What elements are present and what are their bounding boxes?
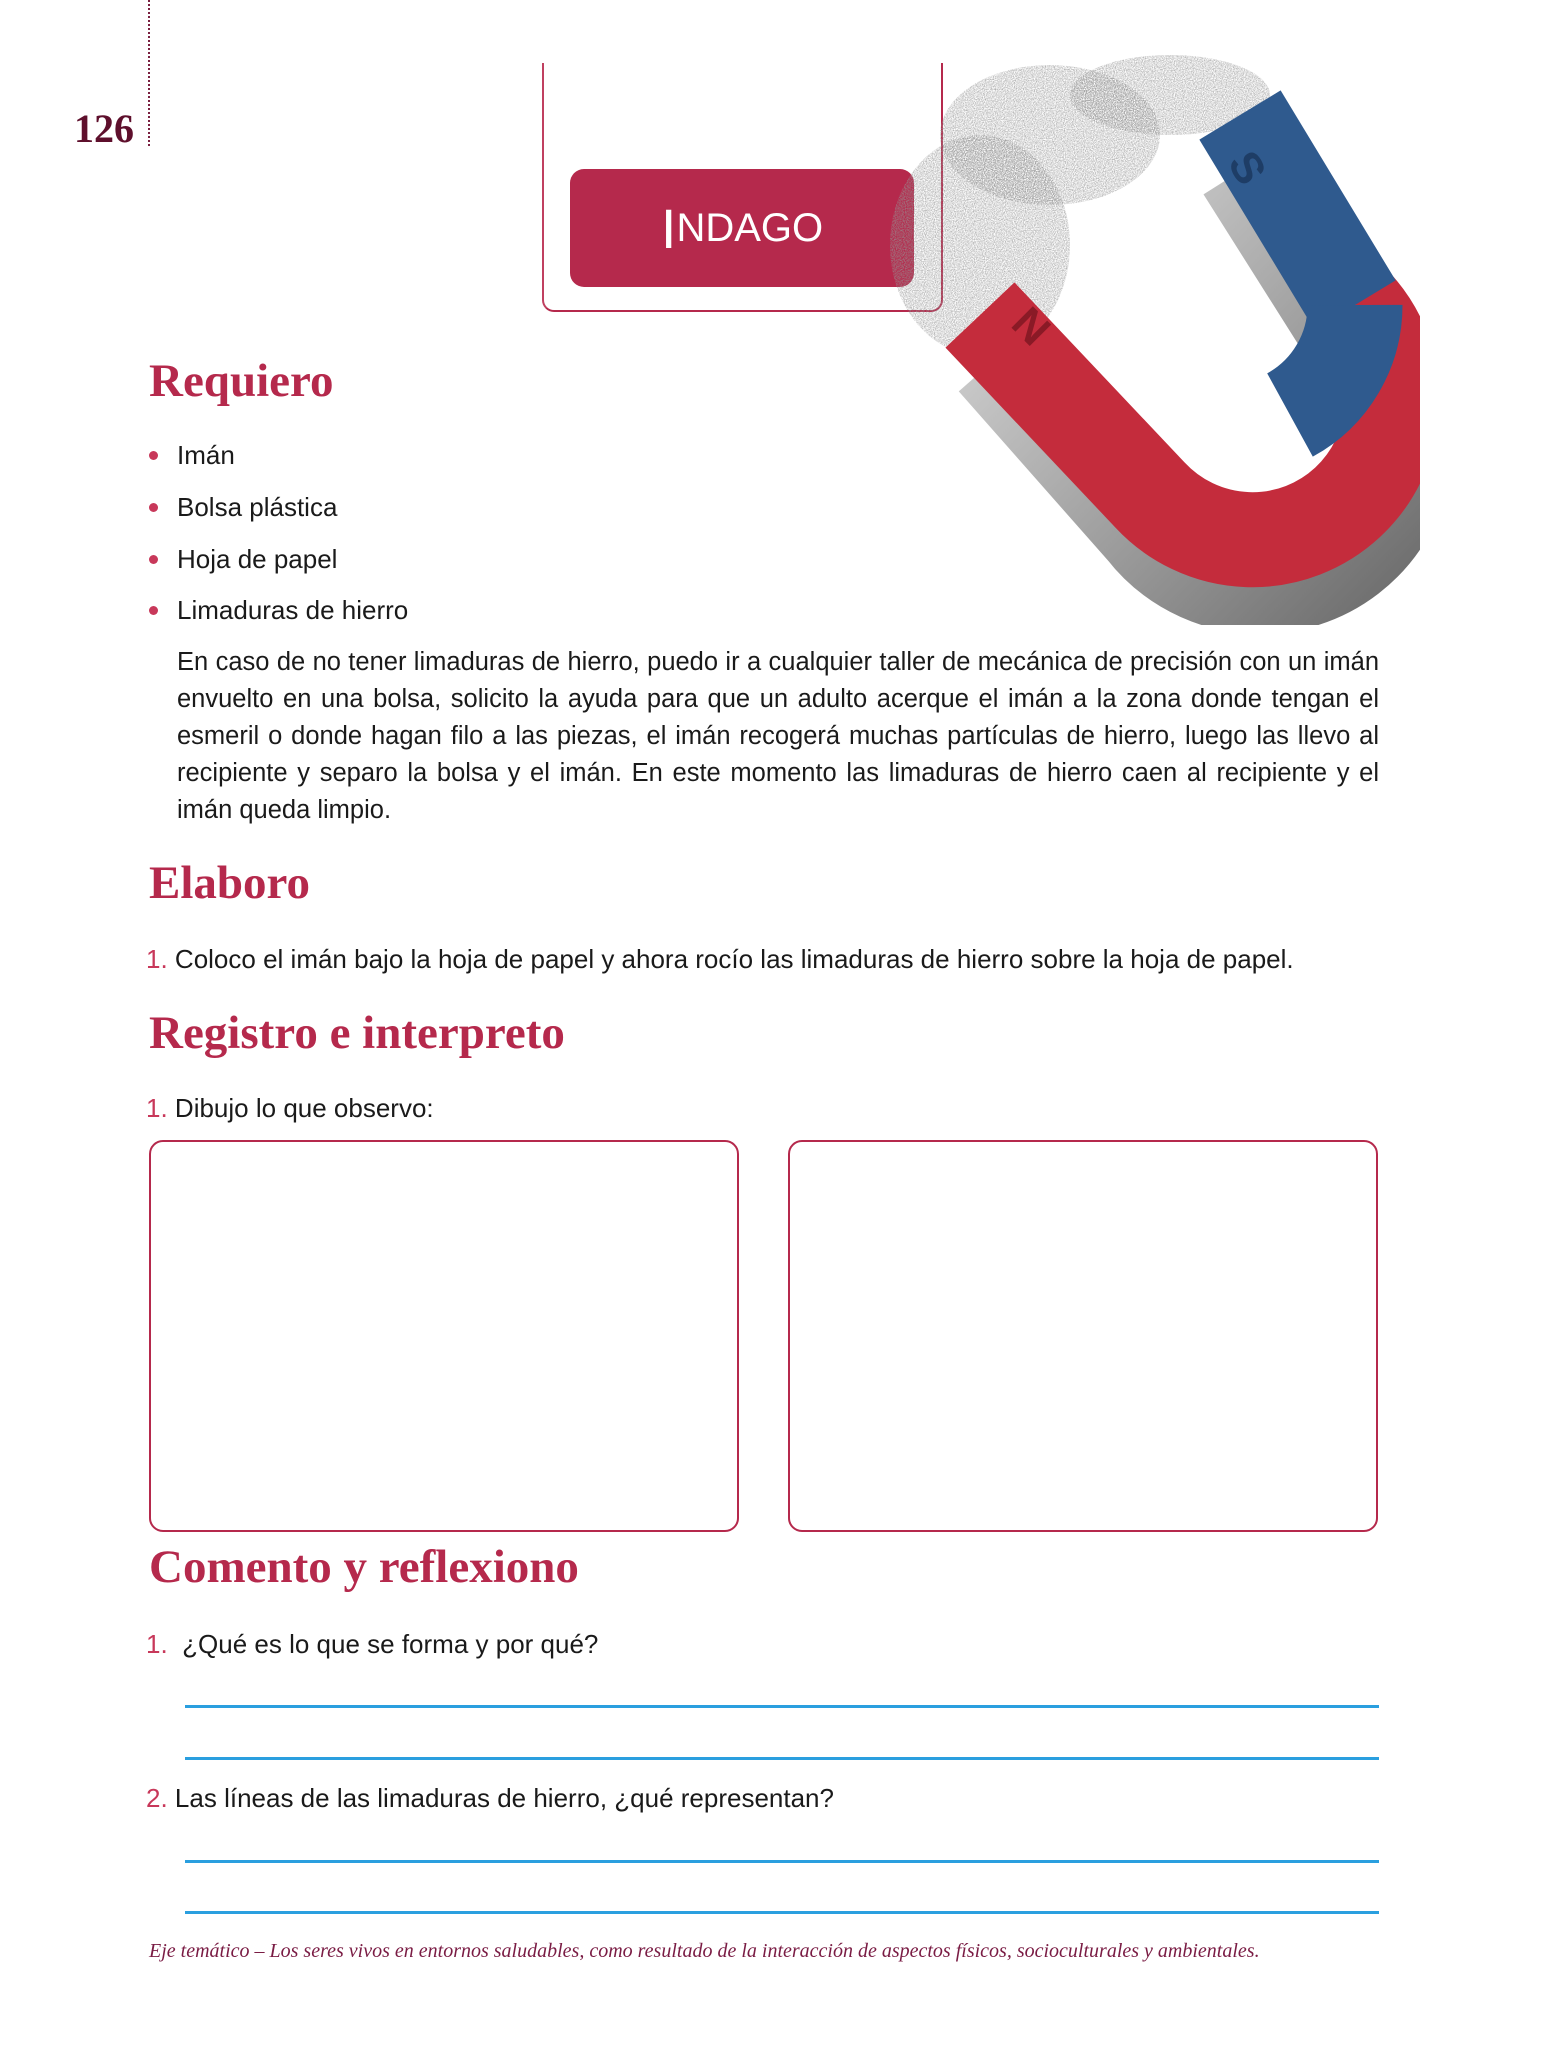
- requiero-note: En caso de no tener limaduras de hierro, puedo ir a cualquier taller de mecánica de precisión con un imán envuelto en una bolsa, solicito la ayuda para que un adulto acerque el imán a la zona donde tengan el esmeril o donde hagan filo a las piezas, el imán recogerá muchas partículas de hierro, luego las llevo al recipiente y separo la bolsa y el imán. En este momento las limaduras de hierro caen al recipiente y el imán queda limpio.: [177, 648, 1379, 824]
- question: [146, 1783, 834, 1814]
- bullet-icon: [149, 555, 158, 564]
- heading-elaboro: Elaboro: [149, 857, 311, 909]
- question-text: ¿Qué es lo que se forma y por qué?: [182, 1629, 599, 1659]
- step-text: Coloco el imán bajo la hoja de papel y ahora rocío las limaduras de hierro sobre la hoja de papel.: [174, 944, 1294, 974]
- step-text: Dibujo lo que observo:: [174, 1093, 434, 1123]
- answer-line[interactable]: [185, 1757, 1379, 1760]
- bullet-icon: [149, 503, 158, 512]
- horseshoe-magnet-image: [850, 55, 1420, 625]
- banner-rest: NDAGO: [676, 205, 824, 250]
- heading-requiero: Requiero: [149, 355, 334, 407]
- answer-line[interactable]: [185, 1860, 1379, 1863]
- heading-registro: Registro e interpreto: [149, 1007, 565, 1059]
- item-label: Imán: [177, 440, 235, 470]
- elaboro-step: [146, 944, 1294, 975]
- registro-step: [146, 1093, 434, 1124]
- question-number: 1.: [146, 1629, 168, 1659]
- item-label: Hoja de papel: [177, 544, 338, 574]
- south-label: S: [1218, 143, 1276, 193]
- bullet-icon: [149, 451, 158, 460]
- item-label: Bolsa plástica: [177, 492, 338, 522]
- question: [146, 1629, 598, 1660]
- page-number: 126: [74, 106, 134, 151]
- banner-initial: I: [660, 196, 677, 260]
- answer-line[interactable]: [185, 1705, 1379, 1708]
- list-item: [149, 595, 408, 626]
- question-number: 2.: [146, 1783, 168, 1813]
- list-item: [149, 440, 235, 471]
- margin-dotted-line: [148, 0, 150, 146]
- step-number: 1.: [146, 944, 168, 974]
- bullet-icon: [149, 606, 158, 615]
- list-item: [149, 492, 337, 523]
- item-label: Limaduras de hierro: [177, 595, 409, 625]
- list-item: [149, 544, 337, 575]
- heading-comento: Comento y reflexiono: [149, 1541, 579, 1593]
- north-label: N: [1002, 298, 1060, 356]
- footer-thematic-axis: Eje temático – Los seres vivos en entornos saludables, como resultado de la interacción de aspectos físicos, socioculturales y ambientales.: [149, 1940, 1260, 1962]
- question-text: Las líneas de las limaduras de hierro, ¿qué representan?: [174, 1783, 834, 1813]
- drawing-box-left[interactable]: [149, 1140, 739, 1532]
- answer-line[interactable]: [185, 1911, 1379, 1914]
- step-number: 1.: [146, 1093, 168, 1123]
- drawing-box-right[interactable]: [788, 1140, 1378, 1532]
